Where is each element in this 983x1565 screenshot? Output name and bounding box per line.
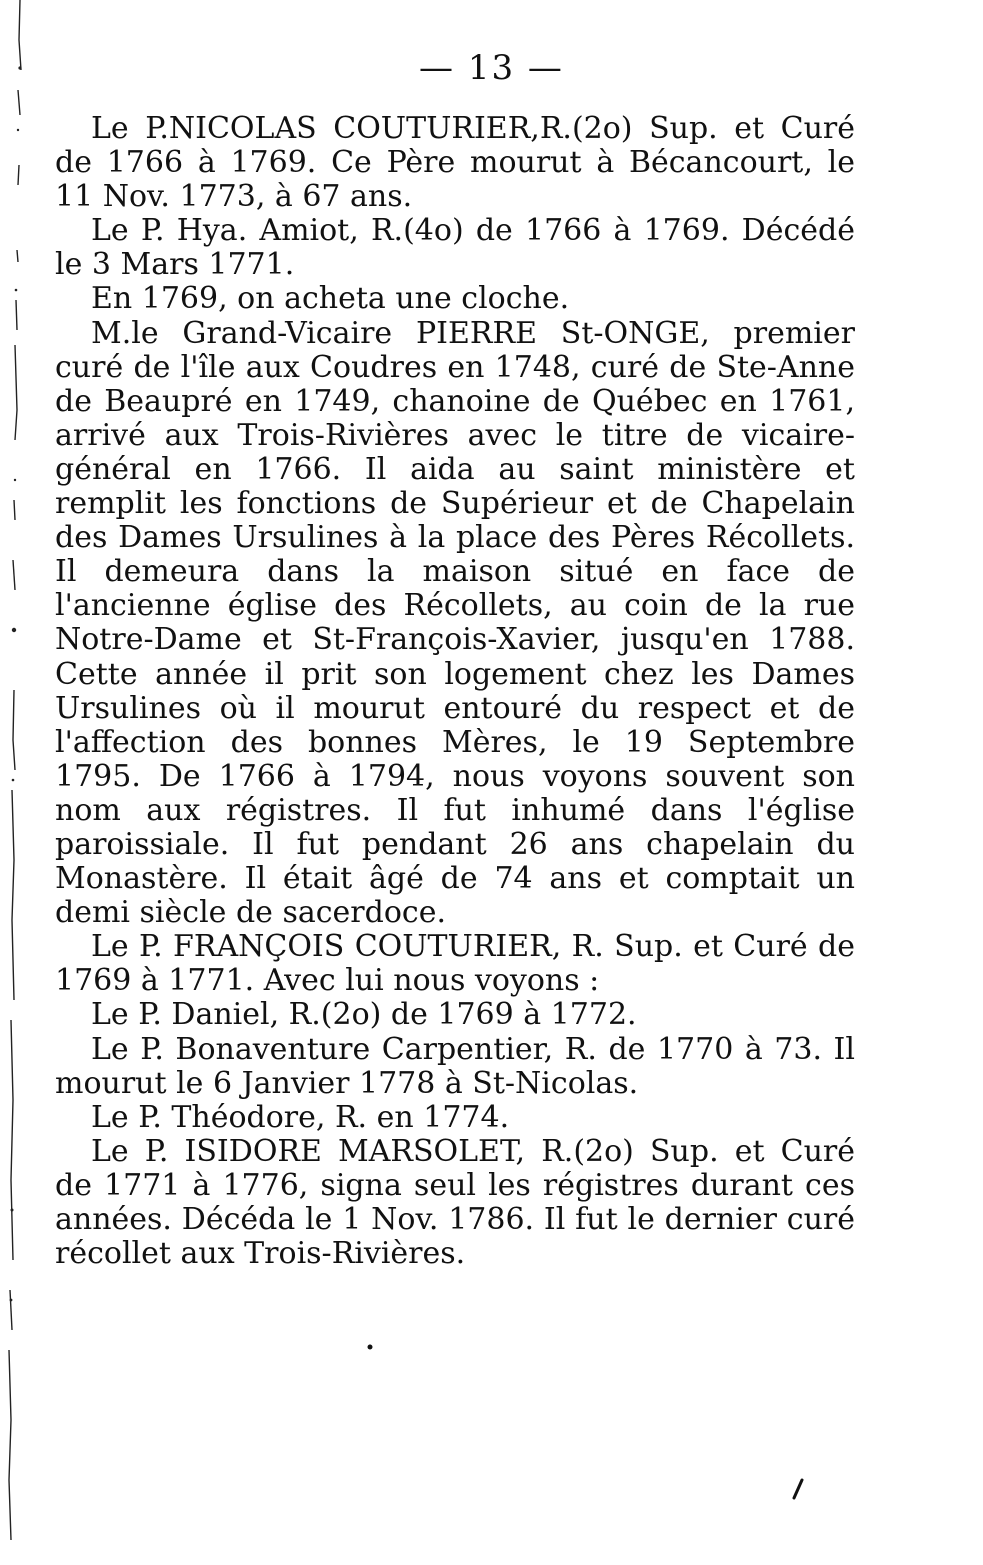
paragraph-cloche: En 1769, on acheta une cloche. bbox=[91, 281, 570, 317]
paragraph-pierre-st-onge: M.le Grand-Vicaire PIERRE St-ONGE, premier curé de l'île aux Coudres en 1748, curé de Ste-Anne de Beaupré en 1749, chanoine de Québec en 1761, arrivé aux Trois-Rivières avec le titre de vicaire-général en 1766. Il aida au saint ministère et remplit les fonctions de Supérieur et de Chapelain des Dames Ursulines à la place des Pères Récollets. Il demeura dans la maison situé en face de l'ancienne église des Récollets, au coin de la rue Notre-Dame et St-François-Xavier, jusqu'en 1788. Cette année il prit son logement chez les Dames Ursulines où il mourut entouré du respect et de l'affection des bonnes Mères, le 19 Septembre 1795. De 1766 à 1794, nous voyons souvent son nom aux régistres. Il fut inhumé dans l'église paroissiale. Il fut pendant 26 ans chapelain du Monastère. Il était âgé de 74 ans et comptait un demi siècle de sacerdoce. bbox=[55, 315, 855, 931]
paragraph-theodore: Le P. Théodore, R. en 1774. bbox=[91, 1099, 510, 1135]
scan-edge-noise bbox=[0, 0, 30, 1565]
paragraph-nicolas-couturier: Le P.NICOLAS COUTURIER,R.(2o) Sup. et Curé de 1766 à 1769. Ce Père mourut à Bécancourt, le 11 Nov. 1773, à 67 ans. bbox=[55, 111, 855, 215]
body-text bbox=[55, 112, 855, 1271]
paragraph-francois-couturier: Le P. FRANÇOIS COUTURIER, R. Sup. et Curé de 1769 à 1771. Avec lui nous voyons : bbox=[55, 929, 855, 999]
paragraph-daniel: Le P. Daniel, R.(2o) de 1769 à 1772. bbox=[91, 997, 637, 1033]
stray-stroke-mark bbox=[790, 1478, 806, 1500]
paragraph-bonaventure-carpentier: Le P. Bonaventure Carpentier, R. de 1770 à 73. Il mourut le 6 Janvier 1778 à St-Nicolas. bbox=[55, 1031, 855, 1101]
paragraph-isidore-marsolet: Le P. ISIDORE MARSOLET, R.(2o) Sup. et Curé de 1771 à 1776, signa seul les régistres durant ces années. Décéda le 1 Nov. 1786. Il fut le dernier curé récollet aux Trois-Rivières. bbox=[55, 1133, 855, 1272]
stray-dot-mark bbox=[366, 1343, 374, 1351]
paragraph-hya-amiot: Le P. Hya. Amiot, R.(4o) de 1766 à 1769. Décédé le 3 Mars 1771. bbox=[55, 213, 855, 283]
page-number: — 13 — bbox=[419, 48, 564, 88]
